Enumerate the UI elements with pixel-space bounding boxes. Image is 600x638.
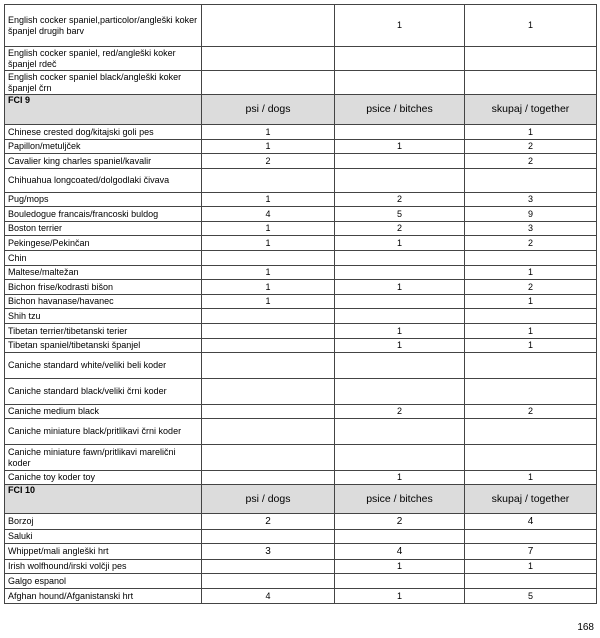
dogs-count [202, 169, 335, 193]
bitches-count [335, 125, 465, 140]
bitches-count: 1 [335, 140, 465, 154]
bitches-count [335, 419, 465, 445]
dogs-count [202, 309, 335, 324]
table-row [5, 353, 597, 379]
table-row [5, 154, 597, 169]
dogs-count: 2 [202, 514, 335, 530]
table-row [5, 236, 597, 251]
together-count: 3 [465, 222, 597, 236]
together-count: 1 [465, 471, 597, 485]
page-number: 168 [577, 622, 594, 633]
table-row [5, 207, 597, 222]
dogs-count: 1 [202, 236, 335, 251]
bitches-count [335, 154, 465, 169]
column-header-bitches: psice / bitches [335, 95, 465, 125]
breed-name: Caniche miniature fawn/pritlikavi marelični koder [5, 445, 202, 471]
breed-name: Caniche medium black [5, 405, 202, 419]
bitches-count: 2 [335, 405, 465, 419]
bitches-count: 1 [335, 339, 465, 353]
dogs-count: 1 [202, 193, 335, 207]
together-count [465, 419, 597, 445]
dogs-count [202, 353, 335, 379]
together-count: 1 [465, 125, 597, 140]
bitches-count: 1 [335, 324, 465, 339]
together-count [465, 574, 597, 589]
column-header-together: skupaj / together [465, 485, 597, 514]
dogs-count [202, 445, 335, 471]
breed-name: Chihuahua longcoated/dolgodlaki čivava [5, 169, 202, 193]
column-header-dogs: psi / dogs [202, 485, 335, 514]
breed-name: Saluki [5, 530, 202, 544]
dogs-count: 4 [202, 207, 335, 222]
table-row [5, 309, 597, 324]
table-row [5, 544, 597, 560]
breed-name: Boston terrier [5, 222, 202, 236]
bitches-count [335, 530, 465, 544]
dogs-count [202, 47, 335, 71]
together-count [465, 169, 597, 193]
breed-count-table [4, 4, 597, 604]
dogs-count [202, 530, 335, 544]
together-count: 1 [465, 266, 597, 280]
column-header-dogs: psi / dogs [202, 95, 335, 125]
bitches-count: 5 [335, 207, 465, 222]
bitches-count: 2 [335, 193, 465, 207]
together-count: 1 [465, 560, 597, 574]
column-header-together: skupaj / together [465, 95, 597, 125]
breed-name: Caniche standard white/veliki beli koder [5, 353, 202, 379]
together-count [465, 353, 597, 379]
dogs-count [202, 405, 335, 419]
breed-name: Pekingese/Pekinčan [5, 236, 202, 251]
together-count [465, 309, 597, 324]
dogs-count [202, 251, 335, 266]
dogs-count: 1 [202, 140, 335, 154]
together-count: 2 [465, 140, 597, 154]
table-row [5, 445, 597, 471]
dogs-count [202, 324, 335, 339]
bitches-count [335, 169, 465, 193]
breed-name: Maltese/maltežan [5, 266, 202, 280]
table-row [5, 222, 597, 236]
table-row [5, 379, 597, 405]
dogs-count: 1 [202, 222, 335, 236]
dogs-count [202, 419, 335, 445]
table-body [5, 5, 597, 604]
together-count: 3 [465, 193, 597, 207]
breed-name: Papillon/metuljček [5, 140, 202, 154]
breed-name: English cocker spaniel,particolor/angleški koker španjel drugih barv [5, 5, 202, 47]
group-header-row [5, 485, 597, 514]
breed-name: Tibetan spaniel/tibetanski španjel [5, 339, 202, 353]
table-row [5, 574, 597, 589]
together-count: 2 [465, 154, 597, 169]
dogs-count [202, 379, 335, 405]
dogs-count [202, 574, 335, 589]
bitches-count: 1 [335, 471, 465, 485]
table-row [5, 560, 597, 574]
dogs-count: 1 [202, 266, 335, 280]
bitches-count: 1 [335, 5, 465, 47]
together-count [465, 445, 597, 471]
breed-name: Galgo espanol [5, 574, 202, 589]
dogs-count [202, 471, 335, 485]
breed-name: Cavalier king charles spaniel/kavalir [5, 154, 202, 169]
bitches-count: 2 [335, 514, 465, 530]
breed-name: Bichon havanase/havanec [5, 295, 202, 309]
together-count [465, 47, 597, 71]
bitches-count [335, 266, 465, 280]
bitches-count [335, 295, 465, 309]
together-count: 5 [465, 589, 597, 604]
table-row [5, 514, 597, 530]
together-count [465, 71, 597, 95]
bitches-count: 1 [335, 589, 465, 604]
table-row [5, 193, 597, 207]
table-row [5, 169, 597, 193]
breed-name: Bouledogue francais/francoski buldog [5, 207, 202, 222]
together-count [465, 251, 597, 266]
together-count: 4 [465, 514, 597, 530]
together-count: 2 [465, 405, 597, 419]
group-label: FCI 9 [5, 95, 202, 125]
bitches-count [335, 574, 465, 589]
together-count [465, 379, 597, 405]
table-row [5, 589, 597, 604]
breed-name: Caniche standard black/veliki črni koder [5, 379, 202, 405]
group-header-row [5, 95, 597, 125]
dogs-count: 2 [202, 154, 335, 169]
table-row [5, 251, 597, 266]
breed-name: English cocker spaniel black/angleški koker španjel črn [5, 71, 202, 95]
table-row [5, 419, 597, 445]
together-count: 9 [465, 207, 597, 222]
dogs-count [202, 5, 335, 47]
breed-name: Bichon frise/kodrasti bišon [5, 280, 202, 295]
together-count: 1 [465, 339, 597, 353]
breed-name: Caniche miniature black/pritlikavi črni koder [5, 419, 202, 445]
table-row [5, 5, 597, 47]
bitches-count: 1 [335, 236, 465, 251]
bitches-count [335, 47, 465, 71]
bitches-count [335, 445, 465, 471]
together-count [465, 530, 597, 544]
bitches-count [335, 71, 465, 95]
table-row [5, 47, 597, 71]
table-row [5, 71, 597, 95]
breed-name: Chin [5, 251, 202, 266]
dogs-count: 1 [202, 280, 335, 295]
together-count: 2 [465, 280, 597, 295]
table-row [5, 530, 597, 544]
bitches-count: 1 [335, 560, 465, 574]
dogs-count [202, 560, 335, 574]
together-count: 2 [465, 236, 597, 251]
table-row [5, 339, 597, 353]
together-count: 1 [465, 324, 597, 339]
table-row [5, 324, 597, 339]
dogs-count [202, 339, 335, 353]
table-row [5, 295, 597, 309]
breed-name: English cocker spaniel, red/angleški koker španjel rdeč [5, 47, 202, 71]
dogs-count: 1 [202, 295, 335, 309]
together-count: 1 [465, 5, 597, 47]
breed-name: Whippet/mali angleški hrt [5, 544, 202, 560]
bitches-count [335, 309, 465, 324]
breed-name: Pug/mops [5, 193, 202, 207]
breed-name: Afghan hound/Afganistanski hrt [5, 589, 202, 604]
bitches-count: 4 [335, 544, 465, 560]
dogs-count: 4 [202, 589, 335, 604]
column-header-bitches: psice / bitches [335, 485, 465, 514]
dogs-count [202, 71, 335, 95]
breed-name: Irish wolfhound/irski volčji pes [5, 560, 202, 574]
table-row [5, 266, 597, 280]
table-row [5, 140, 597, 154]
dogs-count: 1 [202, 125, 335, 140]
table-row [5, 280, 597, 295]
table-row [5, 125, 597, 140]
breed-name: Caniche toy koder toy [5, 471, 202, 485]
breed-name: Borzoj [5, 514, 202, 530]
together-count: 1 [465, 295, 597, 309]
bitches-count: 1 [335, 280, 465, 295]
table-row [5, 405, 597, 419]
bitches-count [335, 379, 465, 405]
group-label: FCI 10 [5, 485, 202, 514]
bitches-count [335, 353, 465, 379]
dogs-count: 3 [202, 544, 335, 560]
together-count: 7 [465, 544, 597, 560]
breed-name: Tibetan terrier/tibetanski terier [5, 324, 202, 339]
breed-name: Chinese crested dog/kitajski goli pes [5, 125, 202, 140]
bitches-count: 2 [335, 222, 465, 236]
table-row [5, 471, 597, 485]
bitches-count [335, 251, 465, 266]
breed-name: Shih tzu [5, 309, 202, 324]
